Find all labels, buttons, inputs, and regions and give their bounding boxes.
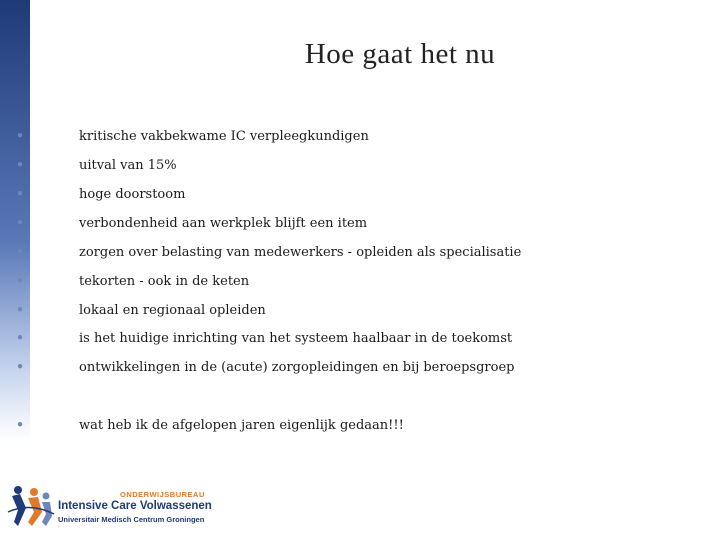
bullet-text: verbondenheid aan werkplek blijft een item xyxy=(79,216,368,231)
bullet-item xyxy=(0,300,700,322)
bullet-dot-icon: • xyxy=(15,272,25,290)
bullet-dot-icon: • xyxy=(15,416,25,434)
bullet-item xyxy=(0,155,700,177)
bullet-dot-icon: • xyxy=(15,358,25,376)
bullet-text: lokaal en regionaal opleiden xyxy=(79,303,266,318)
bullet-text: ontwikkelingen in de (acute) zorgopleidingen en bij beroepsgroep xyxy=(79,360,515,375)
bullet-item xyxy=(0,126,700,148)
bullet-dot-icon: • xyxy=(15,329,25,347)
bullet-text: is het huidige inrichting van het systeem haalbaar in de toekomst xyxy=(79,331,513,346)
bullet-item xyxy=(0,242,700,264)
bullet-text: zorgen over belasting van medewerkers - opleiden als specialisatie xyxy=(79,245,522,260)
bullet-text: uitval van 15% xyxy=(79,158,177,173)
bullet-item xyxy=(0,271,700,293)
slide-title: Hoe gaat het nu xyxy=(304,38,496,70)
logo-name-text: Intensive Care Volwassenen xyxy=(58,500,212,512)
bullet-text: hoge doorstoom xyxy=(79,187,186,202)
bullet-text: wat heb ik de afgelopen jaren eigenlijk gedaan!!! xyxy=(79,418,404,433)
bullet-dot-icon: • xyxy=(15,214,25,232)
bullet-text: tekorten - ook in de keten xyxy=(79,274,250,289)
people-emblem-icon xyxy=(6,482,56,530)
bullet-item xyxy=(0,328,700,350)
bullet-text: kritische vakbekwame IC verpleegkundigen xyxy=(79,129,369,144)
bullet-item xyxy=(0,213,700,235)
bullet-dot-icon: • xyxy=(15,127,25,145)
bullet-dot-icon: • xyxy=(15,301,25,319)
umcg-logo xyxy=(6,482,216,530)
bullet-dot-icon: • xyxy=(15,243,25,261)
bullet-dot-icon: • xyxy=(15,185,25,203)
logo-department-text: ONDERWIJSBUREAU xyxy=(120,490,205,499)
bullet-dot-icon: • xyxy=(15,156,25,174)
bullet-item xyxy=(0,357,700,379)
bullet-item xyxy=(0,415,700,437)
logo-institution-text: Universitair Medisch Centrum Groningen xyxy=(58,515,205,524)
bullet-item xyxy=(0,184,700,206)
